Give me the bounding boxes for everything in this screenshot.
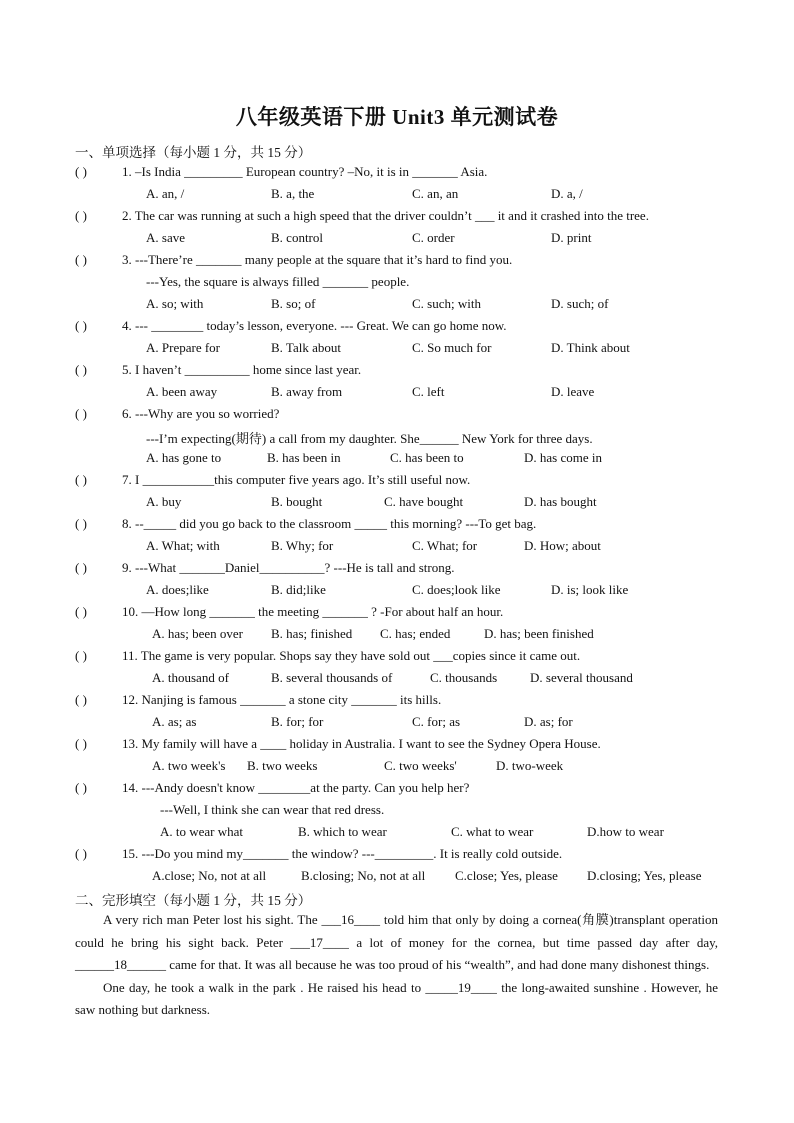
option-a: A. thousand of: [152, 670, 229, 685]
answer-blank[interactable]: ( ): [75, 252, 87, 267]
option-d: D. two-week: [496, 758, 564, 773]
answer-blank[interactable]: ( ): [75, 164, 87, 179]
question-stem: 14. ---Andy doesn't know ________at the party. Can you help her?: [122, 780, 470, 795]
passage-paragraph: A very rich man Peter lost his sight. The ___16____ told him that only by doing a cornea(角膜)transplant operation could he bring his sight back. Peter ___17____ a lot of money for the cornea, but time passed day after day, ______18______ came for that. It was all because he was too proud of his “wealth”, and had done many dishonest things.: [75, 912, 718, 972]
option-d: D. has; been finished: [484, 626, 594, 641]
option-c: C. order: [412, 230, 455, 245]
answer-blank[interactable]: ( ): [75, 736, 87, 751]
answer-blank[interactable]: ( ): [75, 208, 87, 223]
question-14: [75, 780, 735, 800]
option-d: D.closing; Yes, please: [587, 868, 702, 883]
question-stem: 2. The car was running at such a high speed that the driver couldn’t ___ it and it crashed into the tree.: [122, 208, 649, 223]
section-heading-1: 一、单项选择（每小题 1 分，共 15 分）: [75, 145, 312, 160]
options-12: [0, 714, 794, 734]
question-1: [75, 164, 735, 184]
question-stem-cont: ---Well, I think she can wear that red dress.: [160, 802, 385, 817]
option-b: B. did;like: [271, 582, 326, 597]
question-11: [75, 648, 735, 668]
option-a: A. has gone to: [146, 450, 222, 465]
answer-blank[interactable]: ( ): [75, 560, 87, 575]
option-a: A. does;like: [146, 582, 209, 597]
option-b: B. Why; for: [271, 538, 334, 553]
option-c: C. has; ended: [380, 626, 451, 641]
question-stem: 1. –Is India _________ European country? –No, it is in _______ Asia.: [122, 164, 488, 179]
option-a: A. What; with: [146, 538, 220, 553]
options-11: [0, 670, 794, 690]
question-stem: 9. ---What _______Daniel__________? ---He is tall and strong.: [122, 560, 455, 575]
option-a: A. an, /: [146, 186, 185, 201]
question-5: [75, 362, 735, 382]
answer-blank[interactable]: ( ): [75, 362, 87, 377]
question-stem: 12. Nanjing is famous _______ a stone city _______ its hills.: [122, 692, 442, 707]
options-6: [0, 450, 794, 470]
option-b: B. so; of: [271, 296, 316, 311]
option-d: D. as; for: [524, 714, 573, 729]
option-a: A.close; No, not at all: [152, 868, 267, 883]
options-14: [0, 824, 794, 844]
option-b: B. has been in: [267, 450, 341, 465]
options-5: [0, 384, 794, 404]
question-stem: 13. My family will have a ____ holiday in Australia. I want to see the Sydney Opera House.: [122, 736, 601, 751]
option-a: A. buy: [146, 494, 182, 509]
option-b: B. which to wear: [298, 824, 387, 839]
answer-blank[interactable]: ( ): [75, 604, 87, 619]
option-d: D. How; about: [524, 538, 601, 553]
question-12: [75, 692, 735, 712]
option-c: C. two weeks': [384, 758, 457, 773]
option-c: C. for; as: [412, 714, 461, 729]
option-c: C. an, an: [412, 186, 459, 201]
option-d: D. print: [551, 230, 592, 245]
question-stem: 15. ---Do you mind my_______ the window? ---_________. It is really cold outside.: [122, 846, 563, 861]
question-6: [75, 406, 735, 426]
option-b: B. Talk about: [271, 340, 341, 355]
options-7: [0, 494, 794, 514]
question-8: [75, 516, 735, 536]
option-d: D. such; of: [551, 296, 609, 311]
options-3: [0, 296, 794, 316]
question-stem: 10. —How long _______ the meeting _______ ? -For about half an hour.: [122, 604, 504, 619]
question-15: [75, 846, 735, 866]
option-d: D. a, /: [551, 186, 583, 201]
answer-blank[interactable]: ( ): [75, 516, 87, 531]
option-c: C. such; with: [412, 296, 481, 311]
option-c: C. have bought: [384, 494, 464, 509]
question-2: [75, 208, 735, 228]
question-7: [75, 472, 735, 492]
question-13: [75, 736, 735, 756]
question-stem-cont: ---I’m expecting(期待) a call from my daughter. She______ New York for three days.: [146, 431, 593, 446]
option-a: A. as; as: [152, 714, 197, 729]
answer-blank[interactable]: ( ): [75, 846, 87, 861]
question-10: [75, 604, 735, 624]
question-4: [75, 318, 735, 338]
question-stem: 5. I haven’t __________ home since last year.: [122, 362, 362, 377]
question-stem: 11. The game is very popular. Shops say they have sold out ___copies since it came out.: [122, 648, 581, 663]
question-3: [75, 252, 735, 272]
answer-blank[interactable]: ( ): [75, 692, 87, 707]
option-d: D. has bought: [524, 494, 597, 509]
answer-blank[interactable]: ( ): [75, 472, 87, 487]
option-c: C. So much for: [412, 340, 492, 355]
question-9: [75, 560, 735, 580]
options-1: [0, 186, 794, 206]
page-title: 八年级英语下册 Unit3 单元测试卷: [235, 105, 559, 129]
option-c: C. has been to: [390, 450, 464, 465]
question-stem: 7. I ___________this computer five years ago. It’s still useful now.: [122, 472, 471, 487]
option-c: C.close; Yes, please: [455, 868, 558, 883]
option-d: D. is; look like: [551, 582, 629, 597]
options-10: [0, 626, 794, 646]
option-d: D. leave: [551, 384, 595, 399]
option-b: B. control: [271, 230, 323, 245]
options-2: [0, 230, 794, 250]
options-8: [0, 538, 794, 558]
options-13: [0, 758, 794, 778]
question-stem: 8. --_____ did you go back to the classroom _____ this morning? ---To get bag.: [122, 516, 537, 531]
question-stem: 6. ---Why are you so worried?: [122, 406, 280, 421]
answer-blank[interactable]: ( ): [75, 648, 87, 663]
option-d: D.how to wear: [587, 824, 664, 839]
option-c: C. What; for: [412, 538, 478, 553]
option-d: D. several thousand: [530, 670, 633, 685]
question-stem-cont: ---Yes, the square is always filled _______ people.: [146, 274, 410, 289]
option-b: B. bought: [271, 494, 323, 509]
option-c: C. left: [412, 384, 445, 399]
option-b: B. has; finished: [271, 626, 353, 641]
option-a: A. so; with: [146, 296, 204, 311]
options-15: [0, 868, 794, 888]
option-a: A. been away: [146, 384, 218, 399]
option-a: A. has; been over: [152, 626, 243, 641]
section-heading-2: 二、完形填空（每小题 1 分，共 15 分）: [75, 893, 312, 908]
option-a: A. two week's: [152, 758, 226, 773]
option-b: B. two weeks: [247, 758, 318, 773]
options-4: [0, 340, 794, 360]
option-b: B.closing; No, not at all: [301, 868, 426, 883]
option-a: A. save: [146, 230, 185, 245]
question-stem: 3. ---There’re _______ many people at the square that it’s hard to find you.: [122, 252, 513, 267]
option-b: B. several thousands of: [271, 670, 393, 685]
option-c: C. does;look like: [412, 582, 501, 597]
option-d: D. has come in: [524, 450, 602, 465]
option-a: A. to wear what: [160, 824, 244, 839]
option-c: C. thousands: [430, 670, 498, 685]
option-a: A. Prepare for: [146, 340, 220, 355]
option-b: B. for; for: [271, 714, 324, 729]
answer-blank[interactable]: ( ): [75, 318, 87, 333]
answer-blank[interactable]: ( ): [75, 780, 87, 795]
passage-paragraph: One day, he took a walk in the park . He raised his head to _____19____ the long-awaited sunshine . However, he saw nothing but darkness.: [75, 979, 718, 1017]
cloze-passage: [75, 909, 718, 1022]
answer-blank[interactable]: ( ): [75, 406, 87, 421]
options-9: [0, 582, 794, 602]
option-d: D. Think about: [551, 340, 630, 355]
question-stem: 4. --- ________ today’s lesson, everyone. --- Great. We can go home now.: [122, 318, 507, 333]
option-c: C. what to wear: [451, 824, 534, 839]
option-b: B. away from: [271, 384, 343, 399]
option-b: B. a, the: [271, 186, 315, 201]
